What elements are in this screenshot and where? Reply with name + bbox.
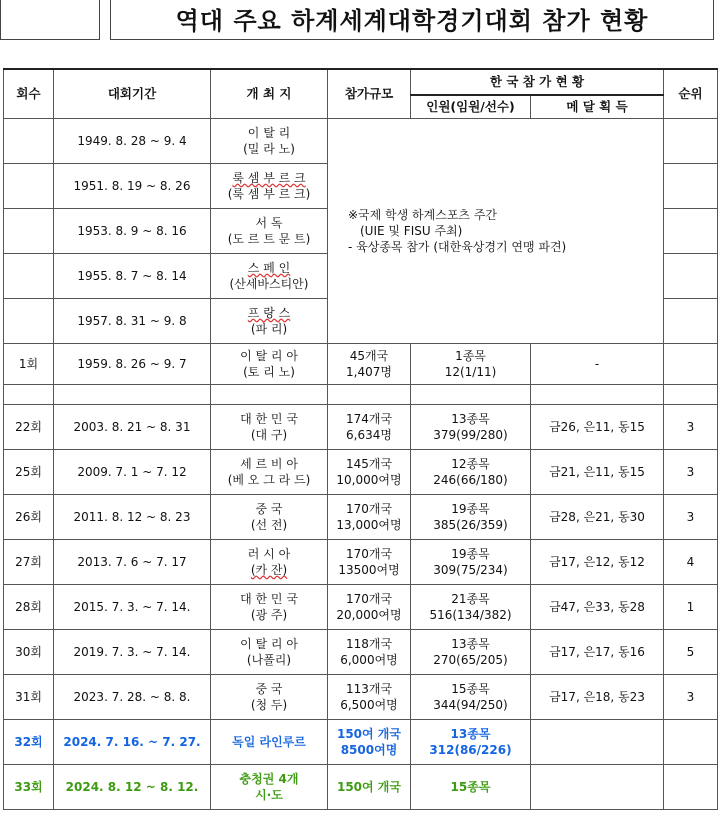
venue-city: (토 리 노) — [243, 365, 295, 379]
personnel-cell — [411, 720, 531, 765]
round-cell: 33회 — [4, 765, 54, 810]
venue-line: 충청권 4개 — [239, 772, 299, 786]
venue-cell: 독일 라인루르 — [211, 720, 328, 765]
people-count: 6,000여명 — [340, 653, 398, 667]
period-cell: 2023. 7. 28. ~ 8. 8. — [54, 675, 211, 720]
rank-cell — [664, 344, 718, 385]
table-row — [4, 119, 718, 164]
venue-country: 중 국 — [255, 682, 283, 696]
table-row — [4, 344, 718, 385]
personnel-cell — [411, 675, 531, 720]
medals-cell: 금17, 은12, 동12 — [531, 540, 664, 585]
nations-count: 113개국 — [345, 682, 393, 696]
table-row-33rd — [4, 765, 718, 810]
medals-cell: - — [531, 344, 664, 385]
period-cell: 1951. 8. 19 ~ 8. 26 — [54, 164, 211, 209]
rank-cell: 1 — [664, 585, 718, 630]
venue-city: (청 두) — [250, 698, 288, 712]
scale-cell — [328, 630, 411, 675]
venue-cell — [211, 630, 328, 675]
header-period: 대회기간 — [54, 69, 211, 119]
venue-cell — [211, 495, 328, 540]
nations-count: 170개국 — [345, 592, 393, 606]
header-row — [4, 69, 718, 95]
rank-cell: 3 — [664, 405, 718, 450]
people-count: 10,000여명 — [336, 473, 402, 487]
personnel-count: 12(1/11) — [444, 365, 497, 379]
personnel-cell — [411, 344, 531, 385]
period-cell: 1957. 8. 31 ~ 9. 8 — [54, 299, 211, 344]
table-row — [4, 405, 718, 450]
scale-cell — [328, 405, 411, 450]
personnel-cell — [411, 450, 531, 495]
rank-cell — [664, 720, 718, 765]
medals-cell: 금17, 은17, 동16 — [531, 630, 664, 675]
round-cell — [4, 254, 54, 299]
venue-cell — [211, 299, 328, 344]
round-cell: 31회 — [4, 675, 54, 720]
nations-count: 150여 개국 — [336, 727, 401, 741]
rank-cell: 4 — [664, 540, 718, 585]
rank-cell: 3 — [664, 450, 718, 495]
venue-city: (파 리) — [250, 322, 288, 336]
table-row — [4, 675, 718, 720]
venue-cell — [211, 765, 328, 810]
nations-count: 174개국 — [345, 412, 393, 426]
rank-cell: 3 — [664, 675, 718, 720]
header-round: 회수 — [4, 69, 54, 119]
medals-cell — [531, 720, 664, 765]
period-cell: 2013. 7. 6 ~ 7. 17 — [54, 540, 211, 585]
venue-country: 이 탈 리 아 — [240, 637, 298, 651]
personnel-cell — [411, 540, 531, 585]
venue-cell — [211, 209, 328, 254]
events-count: 19종목 — [451, 547, 490, 561]
personnel-count: 270(65/205) — [433, 653, 508, 667]
personnel-cell — [411, 405, 531, 450]
rank-cell — [664, 119, 718, 164]
venue-country: 룩 셈 부 르 크 — [232, 171, 306, 185]
period-cell: 2019. 7. 3. ~ 7. 14. — [54, 630, 211, 675]
header-scale: 참가규모 — [328, 69, 411, 119]
note-line: (UIE 및 FISU 주최) — [360, 224, 463, 238]
rank-cell — [664, 299, 718, 344]
scale-cell — [328, 495, 411, 540]
period-cell: 2015. 7. 3. ~ 7. 14. — [54, 585, 211, 630]
rank-cell — [664, 164, 718, 209]
table-row — [4, 450, 718, 495]
venue-city: (카 잔) — [250, 563, 288, 577]
page-title: 역대 주요 하계세계대학경기대회 참가 현황 — [175, 7, 649, 35]
period-cell: 2024. 7. 16. ~ 7. 27. — [54, 720, 211, 765]
personnel-count: 344(94/250) — [433, 698, 508, 712]
venue-city: (산세바스티안) — [229, 277, 309, 291]
events-count: 1종목 — [455, 349, 486, 363]
nations-count: 145개국 — [345, 457, 393, 471]
nations-count: 170개국 — [345, 502, 393, 516]
venue-city: (밀 라 노) — [243, 142, 295, 156]
venue-country: 대 한 민 국 — [240, 412, 298, 426]
venue-cell — [211, 675, 328, 720]
people-count: 6,500여명 — [340, 698, 398, 712]
round-cell — [4, 119, 54, 164]
header-korea: 한 국 참 가 현 황 — [411, 69, 664, 95]
venue-line: 시·도 — [255, 788, 283, 802]
venue-cell — [211, 405, 328, 450]
personnel-cell — [411, 630, 531, 675]
round-cell: 22회 — [4, 405, 54, 450]
rank-cell — [664, 209, 718, 254]
venue-city: (룩 셈 부 르 크) — [227, 187, 311, 201]
header-medals: 메 달 획 득 — [531, 95, 664, 119]
nations-count: 118개국 — [345, 637, 393, 651]
medals-cell: 금47, 은33, 동28 — [531, 585, 664, 630]
period-cell: 2009. 7. 1 ~ 7. 12 — [54, 450, 211, 495]
table-row — [4, 630, 718, 675]
personnel-count: 516(134/382) — [429, 608, 512, 622]
table-row — [4, 540, 718, 585]
period-cell: 2003. 8. 21 ~ 8. 31 — [54, 405, 211, 450]
period-cell: 2011. 8. 12 ~ 8. 23 — [54, 495, 211, 540]
scale-cell — [328, 675, 411, 720]
personnel-cell — [411, 495, 531, 540]
round-cell: 26회 — [4, 495, 54, 540]
medals-cell: 금17, 은18, 동23 — [531, 675, 664, 720]
venue-cell — [211, 344, 328, 385]
header-venue: 개 최 지 — [211, 69, 328, 119]
period-cell: 2024. 8. 12 ~ 8. 12. — [54, 765, 211, 810]
personnel-cell — [411, 585, 531, 630]
people-count: 8500여명 — [340, 743, 398, 757]
rank-cell: 3 — [664, 495, 718, 540]
table-row — [4, 495, 718, 540]
spacer-row — [4, 385, 718, 405]
scale-cell — [328, 450, 411, 495]
rank-cell: 5 — [664, 630, 718, 675]
medals-cell — [531, 765, 664, 810]
round-cell — [4, 164, 54, 209]
round-cell: 30회 — [4, 630, 54, 675]
table-row — [4, 585, 718, 630]
personnel-count: 312(86/226) — [429, 743, 512, 757]
note-line: ※국제 학생 하계스포츠 주간 — [348, 208, 498, 222]
nations-count: 45개국 — [349, 349, 389, 363]
venue-cell — [211, 585, 328, 630]
events-count: 19종목 — [451, 502, 490, 516]
people-count: 13,000여명 — [336, 518, 402, 532]
people-count: 6,634명 — [346, 428, 392, 442]
venue-country: 이 탈 리 아 — [240, 349, 298, 363]
personnel-cell: 15종목 — [411, 765, 531, 810]
title-area — [0, 0, 719, 46]
venue-cell — [211, 119, 328, 164]
header-rank: 순위 — [664, 69, 718, 119]
round-cell: 28회 — [4, 585, 54, 630]
venue-country: 스 페 인 — [247, 261, 291, 275]
venue-country: 러 시 아 — [247, 547, 291, 561]
venue-city: (광 주) — [250, 608, 288, 622]
medals-cell: 금28, 은21, 동30 — [531, 495, 664, 540]
scale-cell: 150여 개국 — [328, 765, 411, 810]
venue-country: 이 탈 리 — [247, 126, 291, 140]
period-cell: 1959. 8. 26 ~ 9. 7 — [54, 344, 211, 385]
rank-cell — [664, 765, 718, 810]
venue-city: (도 르 트 문 트) — [227, 232, 311, 246]
table-row-32nd — [4, 720, 718, 765]
venue-cell — [211, 254, 328, 299]
venue-cell — [211, 450, 328, 495]
people-count: 13500여명 — [338, 563, 400, 577]
period-cell: 1949. 8. 28 ~ 9. 4 — [54, 119, 211, 164]
round-cell: 32회 — [4, 720, 54, 765]
venue-country: 세 르 비 아 — [240, 457, 298, 471]
header-personnel: 인원(임원/선수) — [411, 95, 531, 119]
round-cell — [4, 209, 54, 254]
period-cell: 1953. 8. 9 ~ 8. 16 — [54, 209, 211, 254]
participation-table — [3, 68, 718, 810]
personnel-count: 246(66/180) — [433, 473, 508, 487]
events-count: 13종목 — [450, 727, 491, 741]
venue-city: (나폴리) — [246, 653, 292, 667]
venue-country: 서 독 — [255, 216, 283, 230]
period-cell: 1955. 8. 7 ~ 8. 14 — [54, 254, 211, 299]
events-count: 13종목 — [451, 637, 490, 651]
round-cell — [4, 299, 54, 344]
venue-country: 프 랑 스 — [247, 306, 291, 320]
personnel-count: 379(99/280) — [433, 428, 508, 442]
venue-cell — [211, 164, 328, 209]
events-count: 12종목 — [451, 457, 490, 471]
venue-city: (베 오 그 라 드) — [227, 473, 311, 487]
personnel-count: 385(26/359) — [433, 518, 508, 532]
rank-cell — [664, 254, 718, 299]
venue-country: 중 국 — [255, 502, 283, 516]
note-line: - 육상종목 참가 (대한육상경기 연맹 파견) — [348, 240, 567, 254]
events-count: 13종목 — [451, 412, 490, 426]
venue-country: 대 한 민 국 — [240, 592, 298, 606]
personnel-count: 309(75/234) — [433, 563, 508, 577]
scale-cell — [328, 585, 411, 630]
events-count: 15종목 — [451, 682, 490, 696]
round-cell: 25회 — [4, 450, 54, 495]
venue-cell — [211, 540, 328, 585]
people-count: 1,407명 — [346, 365, 392, 379]
people-count: 20,000여명 — [336, 608, 402, 622]
medals-cell: 금26, 은11, 동15 — [531, 405, 664, 450]
events-count: 21종목 — [451, 592, 490, 606]
venue-city: (선 전) — [250, 518, 288, 532]
scale-cell — [328, 344, 411, 385]
title-box — [110, 0, 714, 40]
round-cell: 1회 — [4, 344, 54, 385]
round-cell: 27회 — [4, 540, 54, 585]
venue-city: (대 구) — [250, 428, 288, 442]
note-cell — [328, 119, 664, 344]
scale-cell — [328, 720, 411, 765]
medals-cell: 금21, 은11, 동15 — [531, 450, 664, 495]
title-side-box — [0, 0, 100, 40]
nations-count: 170개국 — [345, 547, 393, 561]
scale-cell — [328, 540, 411, 585]
